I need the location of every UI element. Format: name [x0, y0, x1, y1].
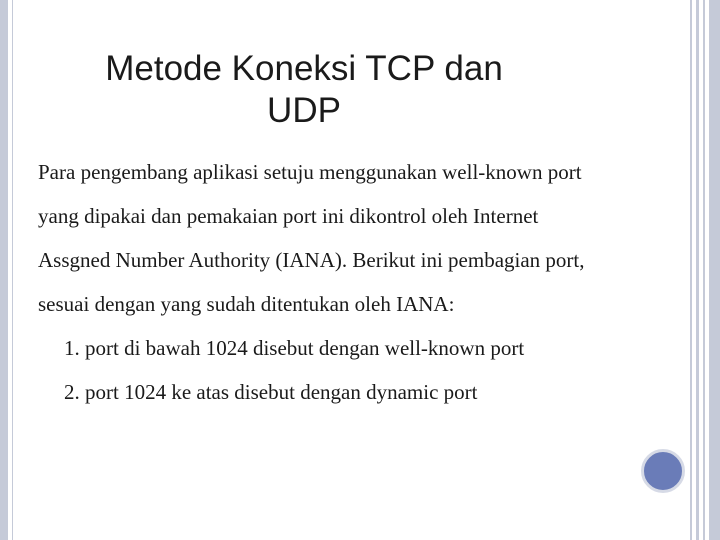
left-frame-bar — [0, 0, 8, 540]
right-stripe-4 — [709, 0, 720, 540]
left-frame-line — [12, 0, 13, 540]
paragraph-line: Para pengembang aplikasi setuju menggunakan well-known port — [38, 160, 582, 184]
list-item: 2. port 1024 ke atas disebut dengan dynamic port — [64, 380, 478, 404]
slide-title-line-1: Metode Koneksi TCP dan — [105, 49, 503, 88]
slide-body — [38, 150, 678, 414]
list-item: 1. port di bawah 1024 disebut dengan well-known port — [64, 336, 525, 360]
right-stripe-3 — [703, 0, 705, 540]
paragraph-line: sesuai dengan yang sudah ditentukan oleh IANA: — [38, 292, 455, 316]
slide-title-line-2: UDP — [267, 91, 341, 130]
right-stripe-2 — [696, 0, 699, 540]
right-frame-stripes — [688, 0, 720, 540]
right-stripe-1 — [690, 0, 692, 540]
paragraph-line: yang dipakai dan pemakaian port ini dikontrol oleh Internet — [38, 204, 539, 228]
slide-title — [60, 48, 548, 132]
paragraph-line: Assgned Number Authority (IANA). Berikut ini pembagian port, — [38, 248, 585, 272]
decorative-circle — [641, 449, 685, 493]
